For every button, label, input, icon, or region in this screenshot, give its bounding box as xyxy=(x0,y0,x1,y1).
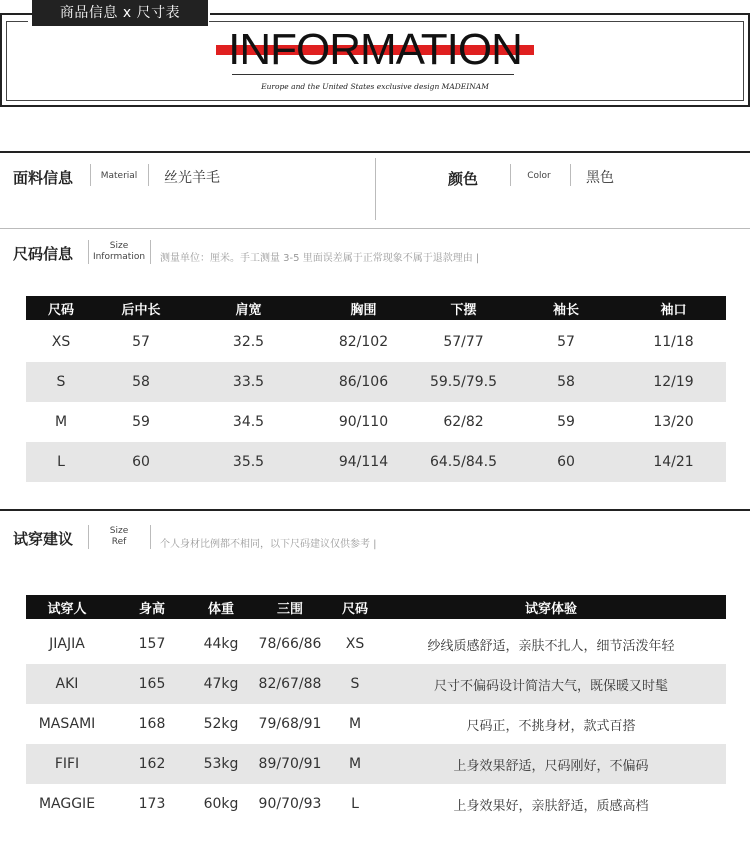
table-cell: 157 xyxy=(138,636,166,652)
table-cell: 168 xyxy=(138,716,166,732)
table-cell: 60 xyxy=(557,454,575,470)
table-cell: 52kg xyxy=(203,716,239,732)
table-cell: 60 xyxy=(132,454,150,470)
table-cell: 11/18 xyxy=(653,334,694,350)
table-cell: 82/102 xyxy=(338,334,389,350)
size-en-line2: Information xyxy=(92,252,146,262)
table-cell: MAGGIE xyxy=(38,796,96,812)
table-cell: XS xyxy=(345,636,365,652)
table-cell: MASAMI xyxy=(38,716,96,732)
size-col-header: 胸围 xyxy=(350,302,377,318)
table-cell: 57 xyxy=(132,334,150,350)
table-cell: 82/67/88 xyxy=(258,676,322,692)
size-divider-2 xyxy=(150,240,151,264)
table-row xyxy=(26,624,726,664)
table-cell: M xyxy=(348,716,362,732)
color-en-label: Color xyxy=(527,171,551,181)
size-col-header: 袖口 xyxy=(660,302,687,318)
table-cell: M xyxy=(348,756,362,772)
table-cell: 62/82 xyxy=(443,414,484,430)
table-cell: 89/70/91 xyxy=(258,756,322,772)
table-cell: 上身效果好，亲肤舒适，质感高档 xyxy=(453,798,649,814)
information-header xyxy=(0,0,750,108)
table-cell: L xyxy=(57,454,65,470)
table-cell: FIFI xyxy=(54,756,80,772)
table-cell: 59 xyxy=(557,414,575,430)
logo-underline xyxy=(232,74,514,75)
table-cell: AKI xyxy=(55,676,79,692)
color-title: 颜色 xyxy=(448,170,479,188)
tryon-col-header: 试穿体验 xyxy=(524,601,577,617)
size-col-header: 后中长 xyxy=(121,302,161,318)
table-cell: JIAJIA xyxy=(49,636,85,652)
table-cell: 尺码正，不挑身材，款式百搭 xyxy=(466,718,636,734)
material-divider-2 xyxy=(148,164,149,186)
table-cell: 94/114 xyxy=(338,454,389,470)
table-row xyxy=(26,744,726,784)
size-col-header: 下摆 xyxy=(450,302,477,318)
table-cell: 57/77 xyxy=(443,334,484,350)
logo-subtitle: Europe and the United States exclusive design MADEINAM xyxy=(261,82,489,91)
table-row xyxy=(26,322,726,362)
table-cell: 173 xyxy=(138,796,166,812)
table-cell: 上身效果舒适，尺码刚好，不偏码 xyxy=(453,758,649,774)
tryon-col-header: 试穿人 xyxy=(47,601,87,617)
tryon-en-line2: Ref xyxy=(111,537,127,547)
tryon-divider-2 xyxy=(150,525,151,549)
size-divider xyxy=(88,240,89,264)
table-cell: M xyxy=(54,414,68,430)
size-col-header: 袖长 xyxy=(552,302,579,318)
table-cell: S xyxy=(56,374,66,390)
tryon-note: 个人身材比例都不相同，以下尺码建议仅供参考 | xyxy=(160,539,377,550)
table-cell: 53kg xyxy=(203,756,239,772)
table-cell: 44kg xyxy=(203,636,239,652)
table-cell: 90/110 xyxy=(338,414,389,430)
table-cell: 14/21 xyxy=(653,454,694,470)
table-cell: 90/70/93 xyxy=(258,796,322,812)
table-cell: XS xyxy=(51,334,71,350)
table-cell: 59.5/79.5 xyxy=(429,374,498,390)
table-cell: 162 xyxy=(138,756,166,772)
size-col-header: 肩宽 xyxy=(235,302,262,318)
material-value: 丝光羊毛 xyxy=(164,170,220,186)
tryon-table-header xyxy=(26,595,726,619)
table-cell: 86/106 xyxy=(338,374,389,390)
table-cell: 58 xyxy=(557,374,575,390)
tryon-col-header: 三围 xyxy=(276,601,303,617)
tryon-top-rule xyxy=(0,509,750,511)
table-row xyxy=(26,704,726,744)
table-cell: 79/68/91 xyxy=(258,716,322,732)
table-row xyxy=(26,362,726,402)
table-cell: 64.5/84.5 xyxy=(429,454,498,470)
table-cell: 165 xyxy=(138,676,166,692)
material-divider xyxy=(90,164,91,186)
size-col-header: 尺码 xyxy=(47,302,74,318)
material-bottom-rule xyxy=(0,228,750,229)
section-tag: 商品信息 x 尺寸表 xyxy=(32,0,208,26)
table-cell: 纱线质感舒适，亲肤不扎人，细节活泼年轻 xyxy=(427,638,675,654)
color-divider xyxy=(510,164,511,186)
table-cell: S xyxy=(350,676,360,692)
table-row xyxy=(26,402,726,442)
table-cell: 13/20 xyxy=(653,414,694,430)
tryon-title: 试穿建议 xyxy=(13,530,74,548)
table-cell: 59 xyxy=(132,414,150,430)
size-en-label xyxy=(90,241,148,263)
table-cell: 47kg xyxy=(203,676,239,692)
table-cell: 35.5 xyxy=(232,454,265,470)
size-table xyxy=(26,296,726,484)
table-cell: 尺寸不偏码设计简洁大气，既保暖又时髦 xyxy=(433,678,668,694)
size-note: 测量单位：厘米。手工测量 3-5 里面误差属于正常现象不属于退款理由 | xyxy=(160,253,480,264)
table-cell: 12/19 xyxy=(653,374,694,390)
material-color-divider xyxy=(375,158,376,220)
table-cell: 32.5 xyxy=(232,334,265,350)
tryon-col-header: 体重 xyxy=(207,601,234,617)
tryon-col-header: 身高 xyxy=(138,601,165,617)
tryon-table xyxy=(26,595,726,825)
table-row xyxy=(26,664,726,704)
table-cell: 33.5 xyxy=(232,374,265,390)
size-en-line1: Size xyxy=(109,241,129,251)
tryon-en-label xyxy=(90,526,148,548)
table-cell: 57 xyxy=(557,334,575,350)
size-title: 尺码信息 xyxy=(13,245,74,263)
table-cell: 60kg xyxy=(203,796,239,812)
color-divider-2 xyxy=(570,164,571,186)
table-row xyxy=(26,784,726,824)
table-row xyxy=(26,442,726,482)
tryon-divider xyxy=(88,525,89,549)
table-cell: 78/66/86 xyxy=(258,636,322,652)
table-cell: 58 xyxy=(132,374,150,390)
size-table-header xyxy=(26,296,726,320)
color-value: 黑色 xyxy=(586,170,614,186)
information-logo: INFORMATION xyxy=(228,25,522,74)
table-cell: 34.5 xyxy=(232,414,265,430)
material-top-rule xyxy=(0,151,750,153)
table-cell: L xyxy=(351,796,359,812)
tryon-en-line1: Size xyxy=(109,526,129,536)
material-title: 面料信息 xyxy=(13,169,74,187)
material-en-label: Material xyxy=(100,171,138,181)
tryon-col-header: 尺码 xyxy=(341,601,368,617)
